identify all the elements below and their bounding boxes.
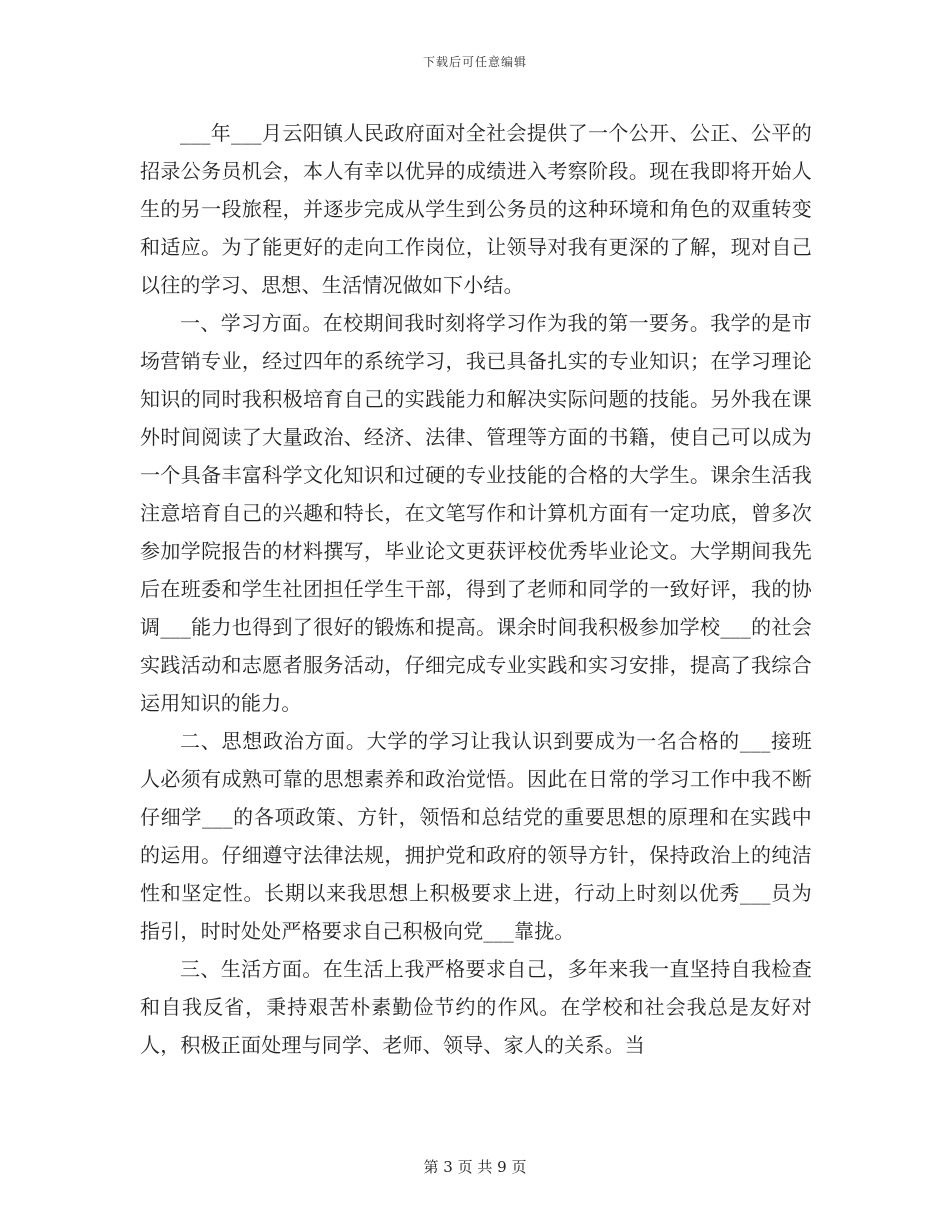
- paragraph-life: 三、生活方面。在生活上我严格要求自己，多年来我一直坚持自我检查和自我反省，秉持艰苦朴素勤俭节约的作风。在学校和社会我总是友好对人，积极正面处理与同学、老师、领导、家人的关系。当: [140, 957, 812, 1057]
- paragraph-study: 一、学习方面。在校期间我时刻将学习作为我的第一要务。我学的是市场营销专业，经过四年的系统学习，我已具备扎实的专业知识；在学习理论知识的同时我积极培育自己的实践能力和解决实际问题的技能。另外我在课外时间阅读了大量政治、经济、法律、管理等方面的书籍，使自己可以成为一个具备丰富科学文化知识和过硬的专业技能的合格的大学生。课余生活我注意培育自己的兴趣和特长，在文笔写作和计算机方面有一定功底，曾多次参加学院报告的材料撰写，毕业论文更获评校优秀毕业论文。大学期间我先后在班委和学生社团担任学生干部，得到了老师和同学的一致好评，我的协调___能力也得到了很好的锻炼和提高。课余时间我积极参加学校___的社会实践活动和志愿者服务活动，仔细完成专业实践和实习安排，提高了我综合运用知识的能力。: [140, 311, 812, 715]
- page-number: 第 3 页 共 9 页: [423, 1158, 527, 1176]
- page-header-note: 下载后可任意编辑: [422, 55, 527, 69]
- document-body: [140, 114, 812, 1064]
- paragraph-intro: ___年___月云阳镇人民政府面对全社会提供了一个公开、公正、公平的招录公务员机会，本人有幸以优异的成绩进入考察阶段。现在我即将开始人生的另一段旅程，并逐步完成从学生到公务员的这种环境和角色的双重转变和适应。为了能更好的走向工作岗位，让领导对我有更深的了解，现对自己以往的学习、思想、生活情况做如下小结。: [140, 121, 812, 297]
- paragraph-politics: 二、思想政治方面。大学的学习让我认识到要成为一名合格的___接班人必须有成熟可靠的思想素养和政治觉悟。因此在日常的学习工作中我不断仔细学___的各项政策、方针，领悟和总结党的重要思想的原理和在实践中的运用。仔细遵守法律法规，拥护党和政府的领导方针，保持政治上的纯洁性和坚定性。长期以来我思想上积极要求上进，行动上时刻以优秀___员为指引，时时处处严格要求自己积极向党___靠拢。: [140, 729, 812, 943]
